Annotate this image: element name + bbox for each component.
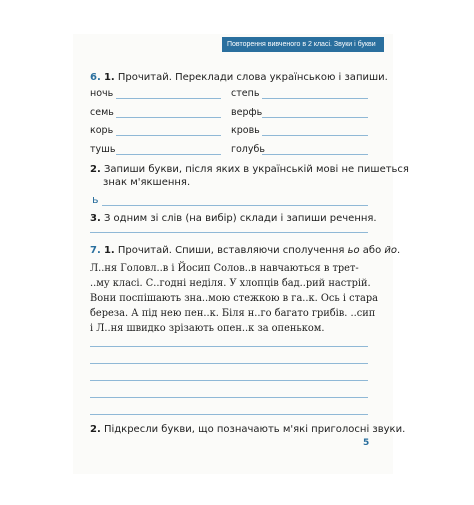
answer-line[interactable] (102, 205, 368, 206)
answer-line[interactable] (262, 98, 368, 99)
exercise-6-task-3 (90, 213, 377, 225)
word-left-2: семь (90, 107, 114, 118)
word-right-4: голубь (231, 144, 265, 155)
answer-line[interactable] (90, 363, 368, 364)
answer-line[interactable] (90, 232, 368, 233)
task-1-text: Прочитай. Спиши, вставляючи сполучення (117, 245, 348, 256)
answer-line[interactable] (116, 135, 221, 136)
answer-line[interactable] (116, 154, 221, 155)
answer-line[interactable] (116, 117, 221, 118)
task-3-number: 3. (90, 213, 101, 224)
passage-line-3: Вони поспішають зна..мою стежкою в га..к. Ось і стара (90, 293, 378, 304)
passage-line-2: ..му класі. С..годні неділя. У хлопців бад..рий настрій. (90, 278, 371, 289)
passage-line-4: береза. А під нею пен..к. Біля н..го багато грибів. ..сип (90, 308, 376, 319)
answer-line[interactable] (90, 397, 368, 398)
task-2-number: 2. (90, 424, 101, 435)
answer-line[interactable] (262, 154, 368, 155)
word-left-1: ночь (90, 88, 114, 99)
option-1: ьо (347, 245, 360, 256)
answer-line[interactable] (116, 98, 221, 99)
period: . (397, 245, 401, 256)
exercise-6-number: 6. (90, 72, 101, 83)
task-2-number: 2. (90, 164, 101, 175)
task-3-text: З одним зі слів (на вибір) склади і запиши речення. (103, 213, 377, 224)
exercise-7-task-2 (90, 424, 405, 436)
answer-line[interactable] (262, 135, 368, 136)
exercise-6-task-1 (90, 72, 388, 84)
task-2-text-line-1: Запиши букви, після яких в українській мові не пишеться (103, 164, 409, 175)
answer-line[interactable] (90, 414, 368, 415)
or-word: або (359, 245, 385, 256)
passage-line-1: Л..ня Головл..в і Йосип Солов..в навчаються в трет- (90, 263, 359, 274)
page-number: 5 (363, 438, 370, 448)
handwritten-mark: ь (92, 193, 99, 206)
word-right-1: степь (231, 88, 260, 99)
answer-line[interactable] (90, 346, 368, 347)
answer-line[interactable] (262, 117, 368, 118)
passage-line-5: і Л..ня швидко зрізають опен..к за опеньком. (90, 323, 325, 334)
word-right-3: кровь (231, 125, 260, 136)
task-1-number: 1. (103, 72, 115, 83)
task-2-text-line-2: знак м'якшення. (103, 177, 191, 188)
page-header: Повторення вивченого в 2 класі. Звуки і букви (222, 37, 384, 52)
answer-line[interactable] (90, 380, 368, 381)
task-1-number: 1. (103, 245, 115, 256)
task-2-text: Підкресли букви, що позначають м'які приголосні звуки. (103, 424, 406, 435)
word-left-3: корь (90, 125, 114, 136)
word-right-2: верфь (231, 107, 263, 118)
exercise-6-task-2 (90, 164, 409, 176)
task-1-text: Прочитай. Переклади слова українською і запиши. (117, 72, 388, 83)
word-left-4: тушь (90, 144, 116, 155)
exercise-7-task-1 (90, 245, 400, 257)
exercise-7-number: 7. (90, 245, 101, 256)
option-2: йо (384, 245, 398, 256)
